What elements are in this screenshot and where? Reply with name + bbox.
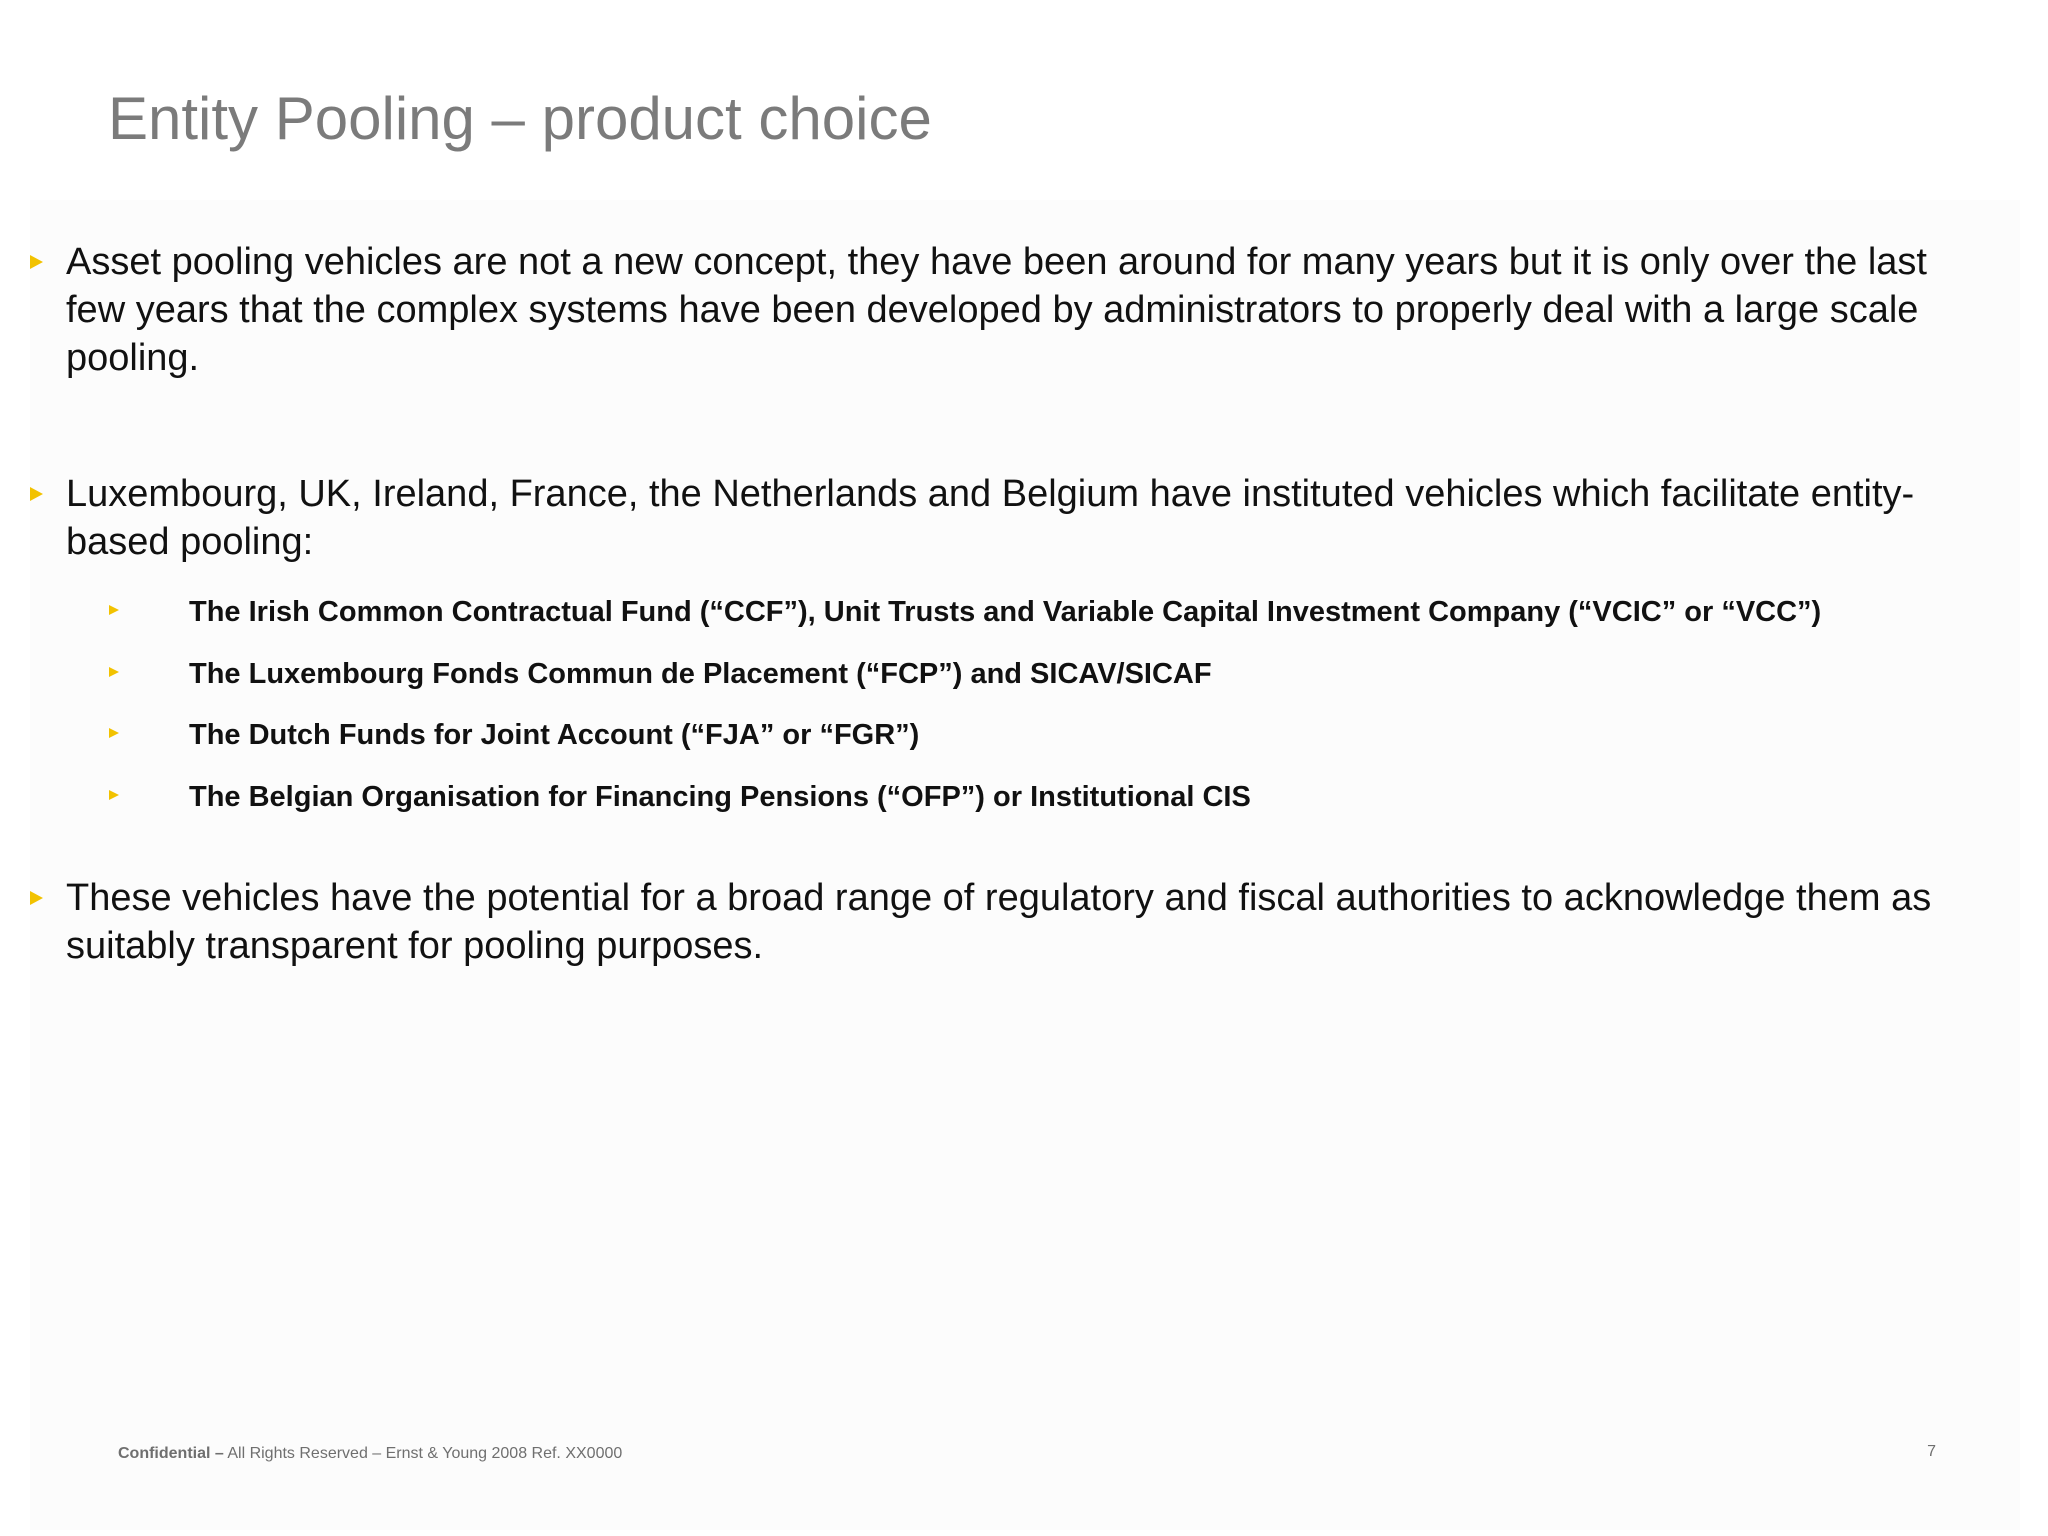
- bullet-text: Asset pooling vehicles are not a new concept, they have been around for many years but it is only over the last few years that the complex systems have been developed by administrators to properly deal with a large scale pooling.: [66, 241, 1927, 379]
- subbullet-text: The Dutch Funds for Joint Account (“FJA” or “FGR”): [189, 719, 920, 751]
- rights-text: All Rights Reserved – Ernst & Young 2008 Ref. XX0000: [223, 1445, 623, 1462]
- confidential-label: Confidential –: [118, 1445, 224, 1462]
- page-number: 7: [1927, 1443, 1936, 1460]
- bullet-arrow-icon: [30, 891, 43, 905]
- subbullet-text: The Luxembourg Fonds Commun de Placement (“FCP”) and SICAV/SICAF: [189, 658, 1212, 690]
- subbullet-arrow-icon: [109, 667, 119, 677]
- bullet-arrow-icon: [30, 255, 43, 269]
- subbullet-arrow-icon: [109, 728, 119, 738]
- subbullet-text: The Belgian Organisation for Financing Pensions (“OFP”) or Institutional CIS: [189, 781, 1251, 813]
- subbullet-text: The Irish Common Contractual Fund (“CCF”), Unit Trusts and Variable Capital Investment Company (“VCIC” or “VCC”): [189, 596, 1822, 628]
- subbullet-arrow-icon: [109, 605, 119, 615]
- slide-title: Entity Pooling – product choice: [108, 85, 932, 152]
- footer-text: [118, 1445, 622, 1463]
- bullet-text: These vehicles have the potential for a broad range of regulatory and fiscal authorities to acknowledge them as suitably transparent for pooling purposes.: [66, 877, 1932, 967]
- bullet-text: Luxembourg, UK, Ireland, France, the Netherlands and Belgium have instituted vehicles which facilitate entity-based pooling:: [66, 473, 1915, 563]
- subbullet-arrow-icon: [109, 790, 119, 800]
- bullet-arrow-icon: [30, 487, 43, 501]
- content-panel: [30, 200, 2020, 1530]
